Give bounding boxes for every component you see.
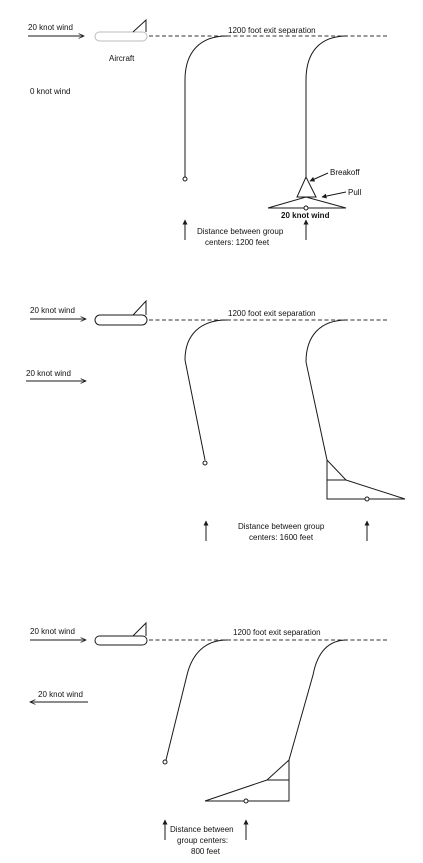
panel-2 — [26, 301, 405, 542]
lower-wind-label: 20 knot wind — [26, 369, 71, 378]
canopy-drift-triangles — [268, 177, 346, 208]
group-2-center — [244, 799, 248, 803]
group-2-center — [365, 497, 369, 501]
exit-separation-label: 1200 foot exit separation — [228, 26, 316, 35]
group-1-center — [203, 461, 207, 465]
distance-label-line2: centers: 1600 feet — [249, 533, 314, 542]
distance-label-line2: group centers: — [177, 836, 229, 845]
group-2-trajectory — [306, 320, 347, 460]
group-1-center — [163, 760, 167, 764]
group-1-trajectory — [166, 640, 227, 760]
group-2-trajectory — [306, 36, 347, 177]
group-1-center — [183, 177, 187, 181]
group-1-trajectory — [185, 320, 227, 460]
distance-label-line1: Distance between — [170, 825, 234, 834]
distance-label-line1: Distance between group — [197, 227, 284, 236]
panel-3 — [30, 623, 388, 856]
canopy-wind-label: 20 knot wind — [281, 211, 330, 220]
group-2-trajectory — [289, 640, 347, 760]
pull-pointer — [322, 192, 346, 197]
canopy-drift-triangles — [205, 760, 289, 801]
group-1-trajectory — [185, 36, 227, 177]
lower-wind-label: 0 knot wind — [30, 87, 71, 96]
aircraft-wind-label: 20 knot wind — [28, 23, 73, 32]
distance-label — [170, 825, 236, 856]
aircraft-icon — [95, 623, 147, 645]
exit-separation-label: 1200 foot exit separation — [228, 309, 316, 318]
panel-1 — [28, 20, 388, 247]
distance-label-line3: 800 feet — [191, 847, 220, 856]
breakoff-pointer — [310, 173, 328, 181]
distance-label — [238, 522, 327, 542]
lower-wind-label: 20 knot wind — [38, 690, 83, 699]
canopy-drift-triangles — [327, 460, 405, 499]
distance-label-line2: centers: 1200 feet — [205, 238, 270, 247]
distance-label-line1: Distance between group — [238, 522, 325, 531]
aircraft-icon — [95, 20, 147, 41]
aircraft-label: Aircraft — [109, 54, 135, 63]
exit-separation-label: 1200 foot exit separation — [233, 628, 321, 637]
distance-label — [197, 227, 286, 247]
breakoff-label: Breakoff — [330, 168, 360, 177]
pull-label: Pull — [348, 188, 362, 197]
aircraft-icon — [95, 301, 147, 325]
aircraft-wind-label: 20 knot wind — [30, 306, 75, 315]
group-2-center — [304, 206, 308, 210]
aircraft-wind-label: 20 knot wind — [30, 627, 75, 636]
